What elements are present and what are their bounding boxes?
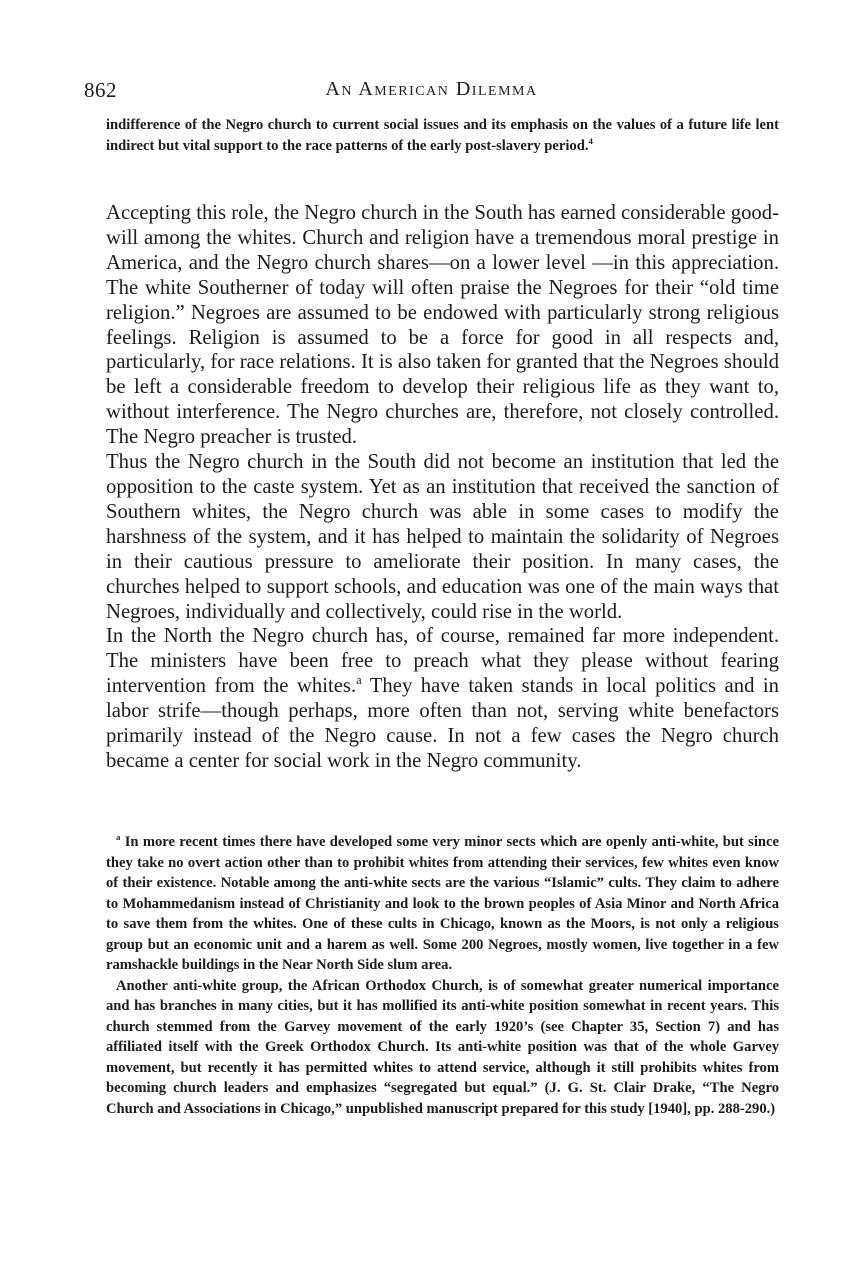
page-number: 862 <box>84 78 117 102</box>
main-text <box>106 201 779 774</box>
footnote-paragraph: Another anti-white group, the African Orthodox Church, is of somewhat greater numerical importance and has branches in many cities, but it has mollified its anti-white position somewhat in recent years. This church stemmed from the Garvey movement of the early 1920’s (see Chapter 35, Section 7) and has affiliated itself with the Greek Orthodox Church. Its anti-white position was that of the whole Garvey movement, but recently it has permitted whites to attend service, although it still prohibits whites from becoming church leaders and emphasizes “segregated but equal.” (J. G. St. Clair Drake, “The Negro Church and Associations in Chicago,” unpublished manuscript prepared for this study [1940], pp. 288-290.) <box>106 977 779 1117</box>
body-paragraph-text: They have taken stands in local politics and in labor strife—though perhaps, more often than not, serving white benefactors primarily instead of the Negro cause. In not a few cases the Negro church became a center for social work in the Negro community. <box>106 675 780 772</box>
continued-footnote-text: indifference of the Negro church to current social issues and its emphasis on the values of a future life lent indirect but vital support to the race patterns of the early post-slavery period. <box>106 117 779 154</box>
footnote <box>106 832 779 1119</box>
body-paragraph <box>106 624 779 773</box>
running-header <box>84 78 779 108</box>
body-paragraph: Thus the Negro church in the South did not become an institution that led the opposition to the caste system. Yet as an institution that received the sanction of Southern whites, the Negro church was able in some cases to modify the harshness of the system, and it has helped to maintain the solidarity of Negroes in their cautious pressure to ameliorate their position. In many cases, the churches helped to support schools, and education was one of the main ways that Negroes, individually and collectively, could rise in the world. <box>106 451 779 623</box>
footnote-reference-a: a <box>356 673 362 688</box>
body-paragraph-text: In the North the Negro church has, of course, remained far more independent. The ministers have been free to preach what they please without fearing intervention from the whites. <box>106 625 779 698</box>
book-title: An American Dilemma <box>325 78 538 100</box>
footnote-text: In more recent times there have developed some very minor sects which are openly anti-white, but since they take no overt action other than to prohibit whites from attending their services, few whites even know of their existence. Notable among the anti-white sects are the various “Islamic” cults. They claim to adhere to Mohammedanism instead of Christianity and look to the brown peoples of Asia Minor and North Africa to save them from the whites. One of these cults in Chicago, known as the Moors, is not only a religious group but an economic unit and a harem as well. Some 200 Negroes, mostly women, live together in a few ramshackle buildings in the Near North Side slum area. <box>106 834 779 973</box>
body-paragraph: Accepting this role, the Negro church in the South has earned considerable good-will among the whites. Church and religion have a tremendous moral prestige in America, and the Negro church shares—on a lower level —in this appreciation. The white Southerner of today will often praise the Negroes for their “old time religion.” Negroes are assumed to be endowed with particularly strong religious feelings. Religion is assumed to be a force for good in all respects and, particularly, for race relations. It is also taken for granted that the Negroes should be left a considerable freedom to develop their religious life as they want to, without interference. The Negro churches are, therefore, not closely controlled. The Negro preacher is trusted. <box>106 202 779 449</box>
footnote-reference-4: 4 <box>588 135 593 146</box>
continued-footnote <box>106 115 779 156</box>
footnote-paragraph <box>106 832 779 976</box>
footnote-mark: a <box>116 832 121 843</box>
